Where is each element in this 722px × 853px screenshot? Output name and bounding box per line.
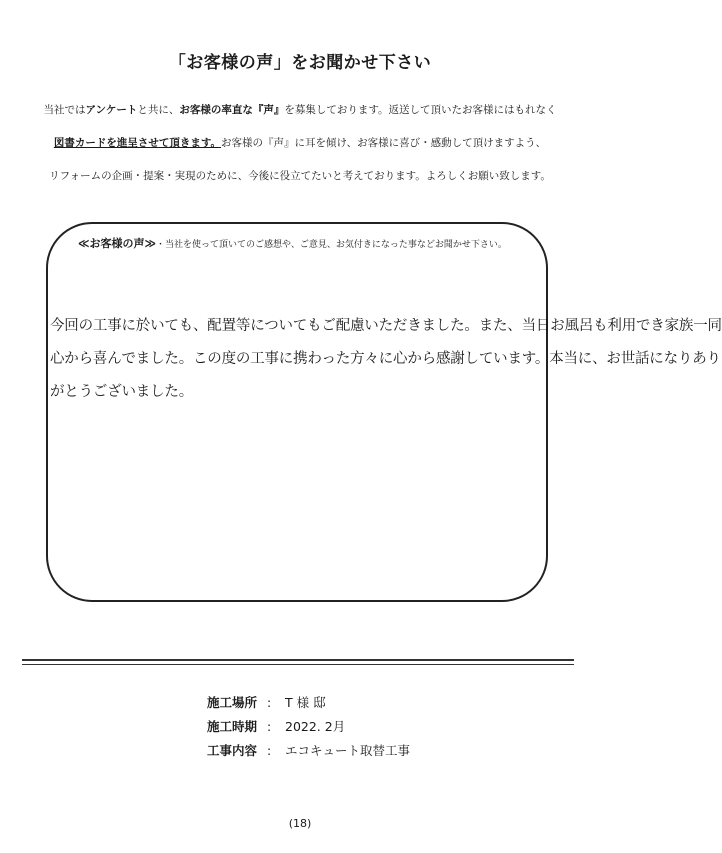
divider-thick [22,659,574,661]
construction-site: 施工場所 : T 様 邸 [207,695,326,710]
intro-line-3: リフォームの企画・提案・実現のために、今後に役立てたいと考えております。よろしくお願い致します。 [49,170,551,182]
comment-line: がとうございました。 [50,384,193,400]
divider-thin [22,664,574,665]
customer-voice-heading: ≪お客様の声≫・当社を使って頂いてのご感想や、ご意見、お気付きになった事などお聞かせ下さい。 [74,235,511,251]
construction-work: 工事内容 : エコキュート取替工事 [207,743,411,758]
page-number: (18) [288,817,312,830]
comment-line: 心から喜んでました。この度の工事に携わった方々に心から感謝しています。本当に、お世話になりあり [50,351,721,367]
intro-line-2: 図書カードを進呈させて頂きます。お客様の『声』に耳を傾け、お客様に喜び・感動して頂けますよう、 [53,137,547,149]
customer-voice-note: ・当社を使って頂いてのご感想や、ご意見、お気付きになった事などお聞かせ下さい。 [156,240,507,250]
customer-voice-box [46,222,722,602]
page-title: 「お客様の声」をお聞かせ下さい [168,53,432,73]
construction-date: 施工時期 : 2022. 2月 [207,719,346,734]
customer-comment [50,310,722,409]
intro-line-1: 当社ではアンケートと共に、お客様の率直な『声』を募集しております。返送して頂いたお客様にはもれなく [43,104,557,116]
comment-line: 今回の工事に於いても、配置等についてもご配慮いただきました。また、当日お風呂も利用でき家族一同 [50,318,722,334]
gift-card-note: 図書カードを進呈させて頂きます。 [53,137,222,149]
